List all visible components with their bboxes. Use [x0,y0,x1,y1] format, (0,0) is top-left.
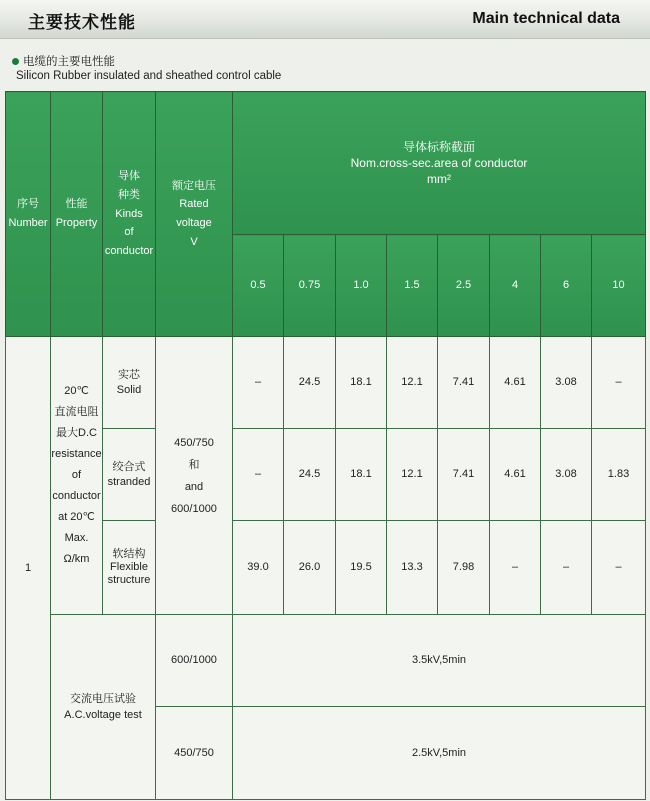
ac-voltage-rating: 450/750 [156,707,233,800]
size-header: 1.5 [387,235,438,337]
table-cell: 7.98 [438,521,490,615]
table-cell: 26.0 [284,521,336,615]
table-cell: 7.41 [438,429,490,521]
subtitle-en: Silicon Rubber insulated and sheathed control cable [16,70,282,82]
table-cell: 12.1 [387,337,438,429]
table-cell: – [233,429,284,521]
ac-test-value: 3.5kV,5min [233,615,646,707]
kind-solid: 实芯 Solid [103,337,156,429]
row-number: 1 [6,337,51,800]
table-cell: 12.1 [387,429,438,521]
table-cell: 7.41 [438,337,490,429]
kind-flexible: 软结构 Flexible structure [103,521,156,615]
size-header: 2.5 [438,235,490,337]
header-number: 序号 Number [6,92,51,337]
header-property: 性能 Property [51,92,103,337]
header-title-cn: 主要技术性能 [28,13,136,33]
header-kinds-of-conductor: 导体 种类 Kinds of conductor [103,92,156,337]
kind-stranded: 绞合式 stranded [103,429,156,521]
resistance-property: 20℃ 直流电阻 最大D.C resistance of conductor at 20℃ Max. Ω/km [51,337,103,615]
ac-test-value: 2.5kV,5min [233,707,646,800]
table-cell: 24.5 [284,337,336,429]
page-header [0,0,650,39]
size-header: 1.0 [336,235,387,337]
table-cell: – [233,337,284,429]
table-cell: 39.0 [233,521,284,615]
size-header: 6 [541,235,592,337]
technical-data-table [5,91,646,800]
size-header: 4 [490,235,541,337]
ac-voltage-rating: 600/1000 [156,615,233,707]
size-header: 0.75 [284,235,336,337]
table-cell: 1.83 [592,429,646,521]
table-cell: 3.08 [541,429,592,521]
resistance-voltage: 450/750 和 and 600/1000 [156,337,233,615]
table-row [6,337,646,429]
table-cell: 4.61 [490,429,541,521]
subtitle-cn: 电缆的主要电性能 [23,56,115,68]
table-row [6,615,646,707]
table-cell: 13.3 [387,521,438,615]
header-cross-section-area: 导体标称截面 Nom.cross-sec.area of conductor mm² [233,92,646,235]
table-cell: 4.61 [490,337,541,429]
table-cell: – [541,521,592,615]
header-rated-voltage: 额定电压 Rated voltage V [156,92,233,337]
header-title-en: Main technical data [472,10,620,27]
table-cell: – [592,521,646,615]
table-cell: 19.5 [336,521,387,615]
size-header: 10 [592,235,646,337]
table-cell: – [592,337,646,429]
table-cell: 24.5 [284,429,336,521]
size-header: 0.5 [233,235,284,337]
table-cell: 18.1 [336,429,387,521]
ac-voltage-property: 交流电压试验 A.C.voltage test [51,615,156,800]
table-cell: 3.08 [541,337,592,429]
subtitle-cn-line [12,53,115,69]
table-cell: – [490,521,541,615]
table-cell: 18.1 [336,337,387,429]
bullet-icon [12,58,19,65]
